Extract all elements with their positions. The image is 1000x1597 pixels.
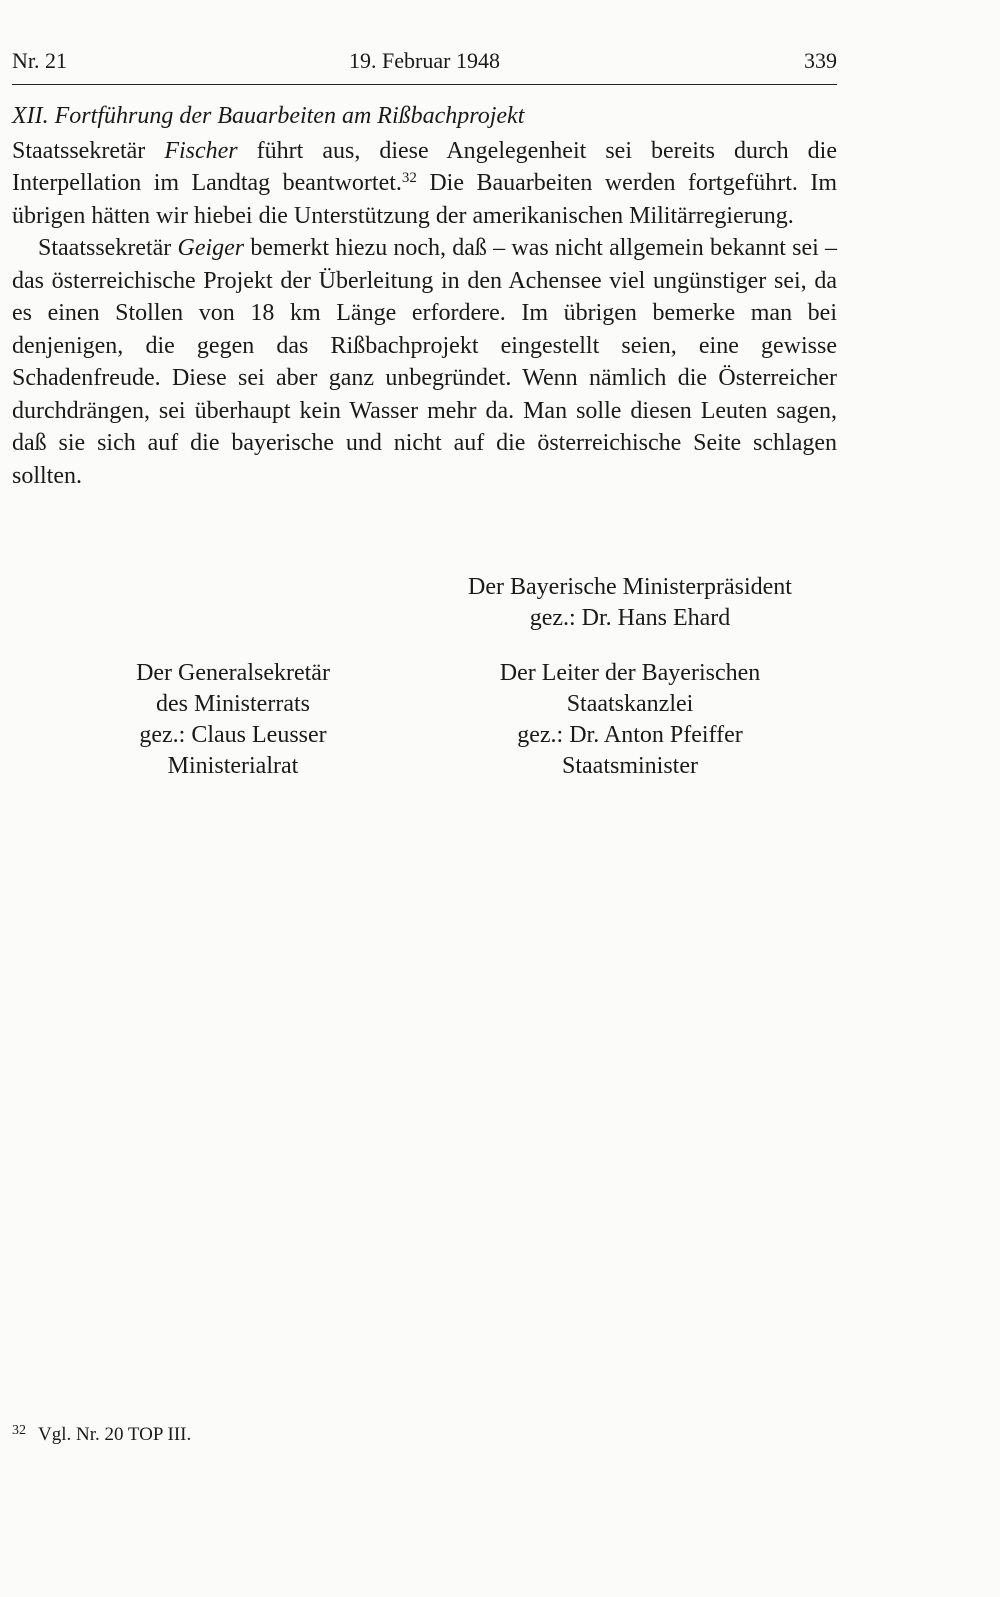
paragraph-text: Die Bauarbeiten werden fortgeführt. Im übrigen hätten wir hiebei die Unterstützung der amerikanischen Militärregierung.	[12, 170, 837, 229]
paragraph-text: führt aus, diese Angelegenheit sei bereits durch die Interpellation im Landtag beantwortet.	[12, 137, 837, 196]
signature-line: Staatskanzlei	[566, 691, 694, 717]
signature-line: gez.: Claus Leusser	[139, 722, 327, 748]
speaker-name: Fischer	[164, 137, 238, 164]
signature-line: Der Bayerische Ministerpräsident	[468, 574, 792, 600]
signature-line: Der Generalsekretär	[136, 660, 330, 686]
body-text	[12, 100, 837, 492]
speaker-name: Geiger	[177, 235, 245, 261]
issue-number: Nr. 21	[12, 48, 67, 73]
signature-president	[440, 572, 820, 634]
running-head	[12, 44, 837, 78]
paragraph-text: bemerkt hiezu noch, daß – was nicht allgemein bekannt sei – das österreichische Projekt der Überleitung in den Achensee viel ungünstiger sei, da es einen Stollen von 18 km Länge erfordere. Im übrigen bemerke man bei denjenigen, die gegen das Rißbachprojekt eingestellt seien, eine gewisse Schadenfreude. Diese sei aber ganz unbegründet. Wenn nämlich die Österreicher durchdrängen, sei überhaupt kein Wasser mehr da. Man solle diesen Leuten sagen, daß sie sich auf die bayerische und nicht auf die österreichische Seite schlagen sollten.	[12, 235, 838, 489]
header-date: 19. Februar 1948	[349, 48, 500, 73]
signature-line: gez.: Dr. Hans Ehard	[529, 605, 731, 631]
paragraph-lead: Staatssekretär	[12, 137, 165, 164]
footnote-text: Vgl. Nr. 20 TOP III.	[38, 1424, 192, 1445]
signature-chancellery	[470, 658, 790, 782]
section-title: XII. Fortführung der Bauarbeiten am Rißbachprojekt	[12, 103, 525, 129]
signature-line: Der Leiter der Bayerischen	[499, 660, 761, 686]
header-rule	[12, 84, 837, 85]
signature-line: Staatsminister	[562, 753, 698, 779]
signature-line: des Ministerrats	[156, 691, 310, 717]
footnote-reference[interactable]: 32	[401, 170, 417, 186]
paragraph-geiger	[12, 232, 837, 492]
paragraph-fischer	[12, 135, 837, 233]
paragraph-lead: Staatssekretär	[38, 235, 178, 261]
footnote	[12, 1418, 191, 1448]
footnote-mark: 32	[12, 1423, 26, 1438]
signature-line: Ministerialrat	[167, 753, 299, 779]
signature-line: gez.: Dr. Anton Pfeiffer	[517, 722, 743, 748]
page-number: 339	[804, 48, 837, 73]
signature-secretary	[108, 658, 358, 782]
